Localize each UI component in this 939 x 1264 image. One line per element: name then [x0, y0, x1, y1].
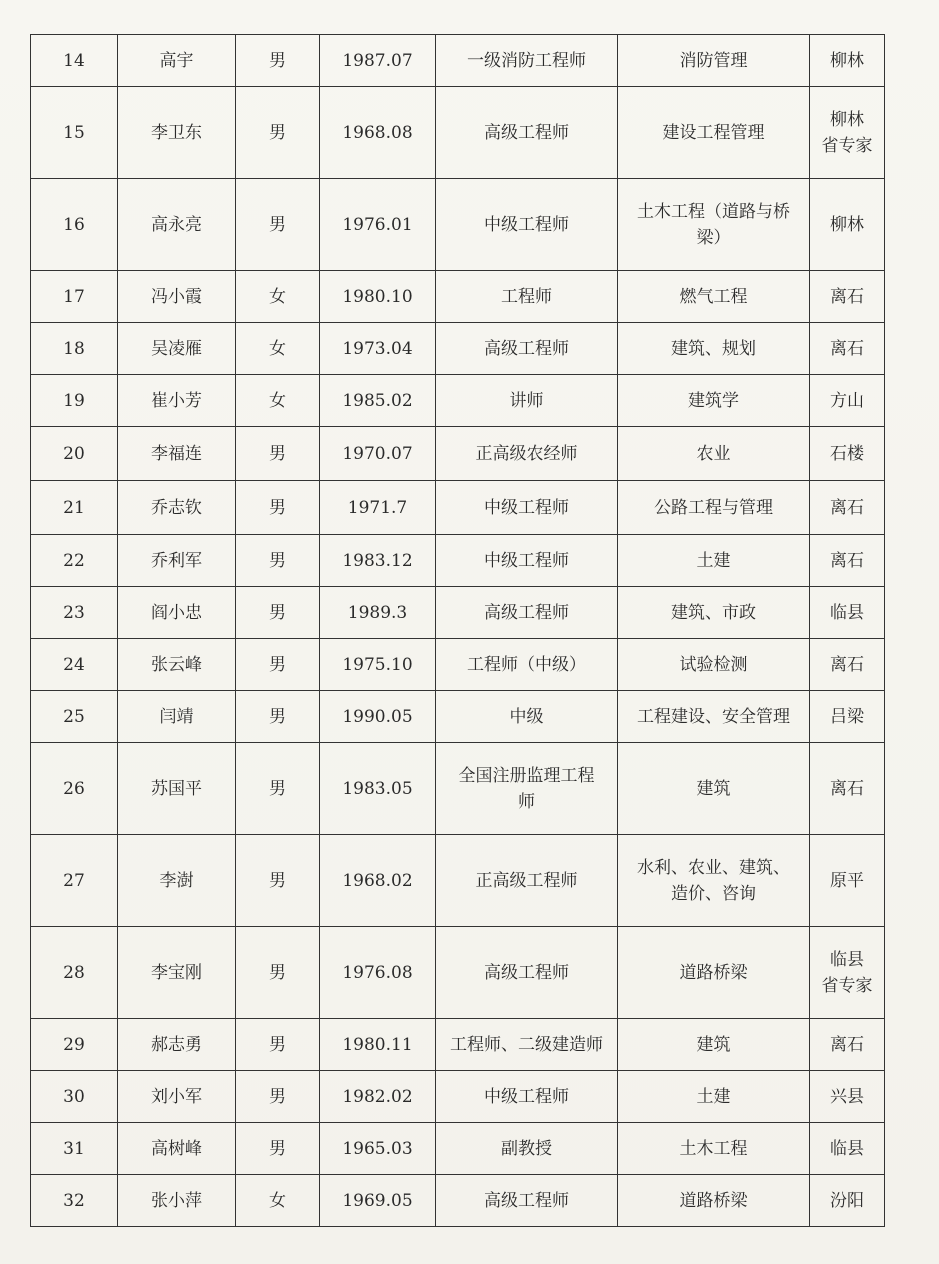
professional-title-cell: 正高级工程师 — [436, 835, 618, 927]
professional-title-cell: 副教授 — [436, 1123, 618, 1175]
gender-cell: 男 — [236, 691, 320, 743]
gender-cell: 男 — [236, 587, 320, 639]
birth-date-cell: 1987.07 — [320, 35, 436, 87]
birth-date-cell: 1968.08 — [320, 87, 436, 179]
specialty-cell: 建筑 — [618, 743, 810, 835]
professional-title-cell: 高级工程师 — [436, 323, 618, 375]
specialty-cell: 建筑、规划 — [618, 323, 810, 375]
name-cell: 高树峰 — [118, 1123, 236, 1175]
table-row — [31, 35, 885, 87]
table-row — [31, 271, 885, 323]
birth-date-cell: 1976.01 — [320, 179, 436, 271]
serial-number-cell: 15 — [31, 87, 118, 179]
professional-title-cell: 一级消防工程师 — [436, 35, 618, 87]
region-cell: 方山 — [810, 375, 885, 427]
name-cell: 高永亮 — [118, 179, 236, 271]
specialty-cell: 工程建设、安全管理 — [618, 691, 810, 743]
gender-cell: 男 — [236, 1071, 320, 1123]
serial-number-cell: 16 — [31, 179, 118, 271]
name-cell: 李福连 — [118, 427, 236, 481]
region-cell: 离石 — [810, 271, 885, 323]
serial-number-cell: 21 — [31, 481, 118, 535]
gender-cell: 女 — [236, 323, 320, 375]
gender-cell: 男 — [236, 87, 320, 179]
gender-cell: 男 — [236, 481, 320, 535]
region-cell: 临县 — [810, 1123, 885, 1175]
table-row — [31, 691, 885, 743]
name-cell: 张云峰 — [118, 639, 236, 691]
region-cell: 离石 — [810, 639, 885, 691]
gender-cell: 男 — [236, 35, 320, 87]
table-row — [31, 743, 885, 835]
birth-date-cell: 1980.10 — [320, 271, 436, 323]
name-cell: 刘小军 — [118, 1071, 236, 1123]
professional-title-cell: 中级 — [436, 691, 618, 743]
name-cell: 吴凌雁 — [118, 323, 236, 375]
gender-cell: 男 — [236, 427, 320, 481]
professional-title-cell: 中级工程师 — [436, 481, 618, 535]
professional-title-cell: 工程师、二级建造师 — [436, 1019, 618, 1071]
table-row — [31, 1123, 885, 1175]
specialty-cell: 道路桥梁 — [618, 1175, 810, 1227]
specialty-cell: 试验检测 — [618, 639, 810, 691]
region-cell: 离石 — [810, 1019, 885, 1071]
professional-title-cell: 高级工程师 — [436, 927, 618, 1019]
professional-title-cell: 全国注册监理工程 师 — [436, 743, 618, 835]
table-row — [31, 1175, 885, 1227]
name-cell: 崔小芳 — [118, 375, 236, 427]
name-cell: 郝志勇 — [118, 1019, 236, 1071]
serial-number-cell: 20 — [31, 427, 118, 481]
specialty-cell: 燃气工程 — [618, 271, 810, 323]
professional-title-cell: 正高级农经师 — [436, 427, 618, 481]
expert-roster-table — [30, 34, 885, 1227]
serial-number-cell: 14 — [31, 35, 118, 87]
specialty-cell: 土建 — [618, 1071, 810, 1123]
birth-date-cell: 1980.11 — [320, 1019, 436, 1071]
region-cell: 柳林 — [810, 179, 885, 271]
gender-cell: 男 — [236, 743, 320, 835]
table-row — [31, 427, 885, 481]
gender-cell: 女 — [236, 375, 320, 427]
professional-title-cell: 中级工程师 — [436, 535, 618, 587]
specialty-cell: 土木工程 — [618, 1123, 810, 1175]
specialty-cell: 土建 — [618, 535, 810, 587]
birth-date-cell: 1965.03 — [320, 1123, 436, 1175]
region-cell: 离石 — [810, 535, 885, 587]
region-cell: 临县 — [810, 587, 885, 639]
name-cell: 阎小忠 — [118, 587, 236, 639]
birth-date-cell: 1985.02 — [320, 375, 436, 427]
name-cell: 冯小霞 — [118, 271, 236, 323]
region-cell: 汾阳 — [810, 1175, 885, 1227]
birth-date-cell: 1970.07 — [320, 427, 436, 481]
birth-date-cell: 1983.12 — [320, 535, 436, 587]
professional-title-cell: 工程师 — [436, 271, 618, 323]
region-cell: 兴县 — [810, 1071, 885, 1123]
gender-cell: 男 — [236, 835, 320, 927]
region-cell: 离石 — [810, 323, 885, 375]
birth-date-cell: 1973.04 — [320, 323, 436, 375]
professional-title-cell: 讲师 — [436, 375, 618, 427]
region-cell: 石楼 — [810, 427, 885, 481]
name-cell: 李卫东 — [118, 87, 236, 179]
region-cell: 临县 省专家 — [810, 927, 885, 1019]
gender-cell: 男 — [236, 1123, 320, 1175]
professional-title-cell: 高级工程师 — [436, 87, 618, 179]
name-cell: 高宇 — [118, 35, 236, 87]
gender-cell: 女 — [236, 271, 320, 323]
table-row — [31, 179, 885, 271]
birth-date-cell: 1982.02 — [320, 1071, 436, 1123]
name-cell: 李澍 — [118, 835, 236, 927]
table-row — [31, 587, 885, 639]
region-cell: 柳林 — [810, 35, 885, 87]
table-row — [31, 375, 885, 427]
region-cell: 离石 — [810, 743, 885, 835]
serial-number-cell: 17 — [31, 271, 118, 323]
serial-number-cell: 27 — [31, 835, 118, 927]
gender-cell: 男 — [236, 535, 320, 587]
table-body — [31, 35, 885, 1227]
specialty-cell: 土木工程（道路与桥 梁） — [618, 179, 810, 271]
gender-cell: 男 — [236, 639, 320, 691]
professional-title-cell: 高级工程师 — [436, 1175, 618, 1227]
table-row — [31, 639, 885, 691]
birth-date-cell: 1989.3 — [320, 587, 436, 639]
birth-date-cell: 1975.10 — [320, 639, 436, 691]
birth-date-cell: 1969.05 — [320, 1175, 436, 1227]
serial-number-cell: 24 — [31, 639, 118, 691]
region-cell: 离石 — [810, 481, 885, 535]
serial-number-cell: 31 — [31, 1123, 118, 1175]
specialty-cell: 道路桥梁 — [618, 927, 810, 1019]
table-row — [31, 87, 885, 179]
serial-number-cell: 32 — [31, 1175, 118, 1227]
serial-number-cell: 23 — [31, 587, 118, 639]
specialty-cell: 公路工程与管理 — [618, 481, 810, 535]
name-cell: 闫靖 — [118, 691, 236, 743]
birth-date-cell: 1971.7 — [320, 481, 436, 535]
table-row — [31, 481, 885, 535]
table-row — [31, 535, 885, 587]
region-cell: 吕梁 — [810, 691, 885, 743]
region-cell: 原平 — [810, 835, 885, 927]
gender-cell: 男 — [236, 1019, 320, 1071]
serial-number-cell: 19 — [31, 375, 118, 427]
professional-title-cell: 工程师（中级） — [436, 639, 618, 691]
specialty-cell: 建筑 — [618, 1019, 810, 1071]
gender-cell: 男 — [236, 927, 320, 1019]
name-cell: 张小萍 — [118, 1175, 236, 1227]
name-cell: 苏国平 — [118, 743, 236, 835]
specialty-cell: 农业 — [618, 427, 810, 481]
table-row — [31, 1019, 885, 1071]
birth-date-cell: 1990.05 — [320, 691, 436, 743]
name-cell: 乔志钦 — [118, 481, 236, 535]
specialty-cell: 建筑、市政 — [618, 587, 810, 639]
table-row — [31, 927, 885, 1019]
name-cell: 乔利军 — [118, 535, 236, 587]
serial-number-cell: 30 — [31, 1071, 118, 1123]
serial-number-cell: 25 — [31, 691, 118, 743]
table-row — [31, 1071, 885, 1123]
serial-number-cell: 22 — [31, 535, 118, 587]
birth-date-cell: 1983.05 — [320, 743, 436, 835]
specialty-cell: 建设工程管理 — [618, 87, 810, 179]
specialty-cell: 水利、农业、建筑、 造价、咨询 — [618, 835, 810, 927]
professional-title-cell: 中级工程师 — [436, 179, 618, 271]
gender-cell: 女 — [236, 1175, 320, 1227]
professional-title-cell: 中级工程师 — [436, 1071, 618, 1123]
specialty-cell: 建筑学 — [618, 375, 810, 427]
name-cell: 李宝刚 — [118, 927, 236, 1019]
table-row — [31, 835, 885, 927]
birth-date-cell: 1976.08 — [320, 927, 436, 1019]
serial-number-cell: 28 — [31, 927, 118, 1019]
region-cell: 柳林 省专家 — [810, 87, 885, 179]
table-row — [31, 323, 885, 375]
gender-cell: 男 — [236, 179, 320, 271]
serial-number-cell: 29 — [31, 1019, 118, 1071]
birth-date-cell: 1968.02 — [320, 835, 436, 927]
serial-number-cell: 26 — [31, 743, 118, 835]
specialty-cell: 消防管理 — [618, 35, 810, 87]
serial-number-cell: 18 — [31, 323, 118, 375]
professional-title-cell: 高级工程师 — [436, 587, 618, 639]
